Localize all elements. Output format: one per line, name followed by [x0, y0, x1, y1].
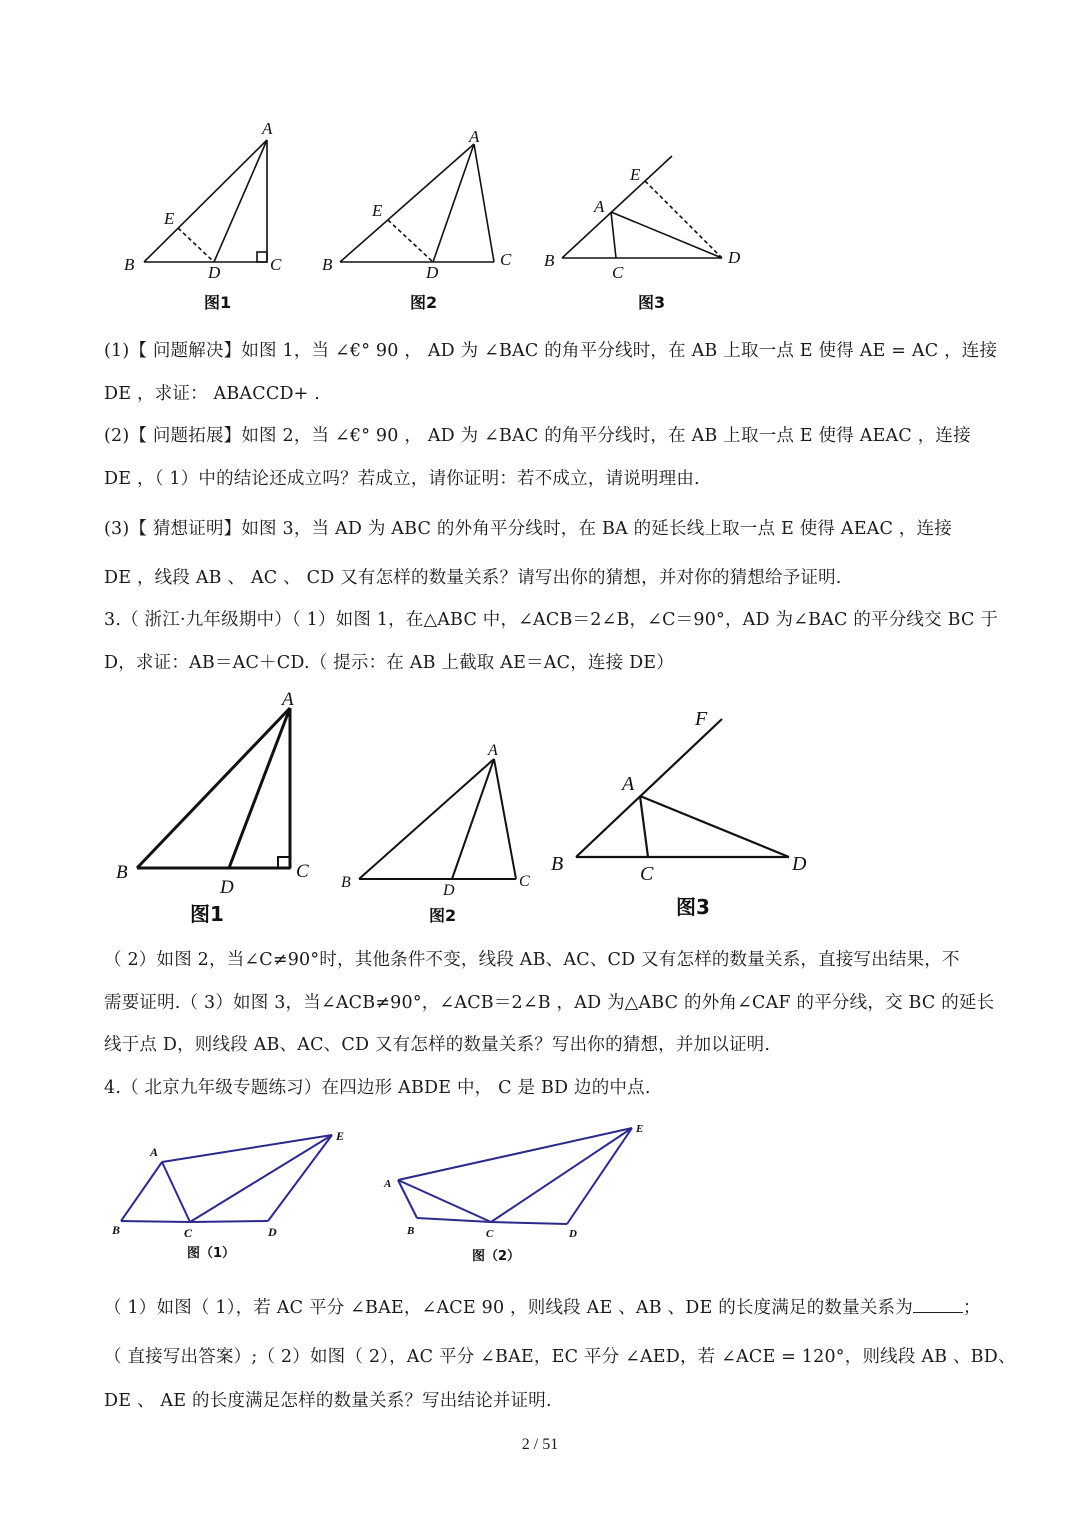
label-b: B: [116, 862, 128, 883]
segment-ad: [214, 140, 267, 262]
figure-mid-2: [335, 735, 545, 930]
problem2-line-4: DE ，（ 1）中的结论还成立吗？若成立，请你证明：若不成立，请说明理由.: [104, 469, 700, 489]
right-angle-mark: [257, 252, 267, 262]
segment-de: [268, 1135, 332, 1221]
label-b: B: [322, 255, 333, 274]
segment-ad: [611, 212, 722, 258]
segment-ac: [162, 1162, 190, 1222]
problem3-line-5: 线于点 D，则线段 AB、AC、CD 又有怎样的数量关系？写出你的猜想，并加以证明.: [104, 1035, 771, 1055]
segment-bc: [121, 1221, 190, 1222]
label-c: C: [270, 255, 282, 274]
segment-ad: [640, 796, 789, 857]
right-angle-mark: [278, 857, 290, 868]
problem3-line-2: D，求证：AB＝AC＋CD.（ 提示：在 AB 上截取 AE＝AC，连接 DE）: [104, 653, 674, 673]
label-d: D: [792, 853, 807, 875]
segment-ae: [162, 1135, 332, 1162]
label-e: E: [372, 201, 383, 220]
label-b: B: [124, 255, 135, 274]
label-a: A: [282, 689, 294, 710]
segment-cd: [190, 1221, 268, 1222]
label-c: C: [640, 863, 654, 885]
problem3-line-4: 需要证明.（ 3）如图 3，当∠ACB≠90°，∠ACB＝2∠B ，AD 为△ABC 的外角∠CAF 的平分线，交 BC 的延长: [104, 993, 995, 1013]
label-a: A: [622, 773, 635, 795]
segment-bc: [417, 1218, 491, 1222]
figure-mid-3: [548, 700, 828, 925]
label-e: E: [336, 1129, 345, 1143]
label-e: E: [636, 1123, 644, 1135]
segment-ed: [178, 228, 214, 262]
problem2-line-1: (1)【 问题解决】如图 1，当 ∠€° 90 ， AD 为 ∠BAC 的角平分线时，在 AB 上取一点 E 使得 AE = AC ，连接: [104, 341, 998, 361]
label-d: D: [426, 263, 439, 282]
label-b: B: [407, 1225, 415, 1237]
figure-caption: 图2: [429, 906, 457, 925]
figure-caption: 图1: [190, 902, 224, 926]
problem4-line-2: （ 直接写出答案）;（ 2）如图（ 2），AC 平分 ∠BAE，EC 平分 ∠AED，若 ∠ACE = 120°，则线段 AB 、BD、: [104, 1347, 1016, 1367]
figure-caption: 图（2）: [472, 1249, 521, 1264]
problem4-line-3: DE 、 AE 的长度满足怎样的数量关系？写出结论并证明.: [104, 1391, 552, 1411]
segment-ad: [229, 708, 290, 868]
problem3-line-3: （ 2）如图 2，当∠C≠90°时，其他条件不变，线段 AB、AC、CD 又有怎样的数量关系，直接写出结果，不: [104, 950, 960, 970]
label-c: C: [184, 1226, 193, 1240]
label-a: A: [384, 1178, 392, 1190]
label-c: C: [486, 1228, 494, 1240]
segment-ac: [474, 144, 494, 262]
problem2-line-3: (2)【 问题拓展】如图 2，当 ∠€° 90 ， AD 为 ∠BAC 的角平分线时，在 AB 上取一点 E 使得 AEAC ，连接: [104, 426, 971, 446]
segment-ac: [640, 796, 648, 857]
segment-ce: [190, 1135, 332, 1222]
figure-bottom-1: [105, 1120, 365, 1270]
figure-caption: 图3: [638, 293, 666, 312]
label-d: D: [728, 248, 741, 267]
problem2-line-2: DE ，求证： ABACCD+ .: [104, 384, 321, 404]
segment-ac: [611, 212, 616, 258]
page-number: 2 / 51: [521, 1436, 559, 1453]
label-a: A: [262, 119, 273, 138]
label-e: E: [164, 209, 175, 228]
label-a: A: [594, 197, 605, 216]
label-b: B: [341, 874, 351, 891]
label-d: D: [208, 263, 221, 282]
label-b: B: [551, 853, 564, 875]
ray-bf: [576, 719, 722, 857]
label-a: A: [469, 127, 480, 146]
figure-caption: 图（1）: [187, 1246, 236, 1261]
figure-mid-1: [110, 685, 330, 930]
figure-caption: 图3: [676, 895, 710, 919]
segment-ac: [398, 1180, 491, 1222]
label-f: F: [695, 708, 708, 730]
figure-top-2: [318, 110, 528, 320]
segment-ed: [388, 220, 433, 262]
problem4-line-1: [104, 1294, 981, 1320]
segment-ba: [144, 140, 267, 262]
label-d: D: [443, 882, 455, 899]
label-b: B: [112, 1223, 121, 1237]
problem4-title: 4.（ 北京九年级专题练习）在四边形 ABDE 中， C 是 BD 边的中点.: [104, 1078, 651, 1098]
label-e: E: [630, 165, 641, 184]
label-a: A: [488, 742, 498, 759]
segment-ae: [398, 1128, 632, 1180]
label-a: A: [150, 1145, 159, 1159]
problem2-line-5: (3)【 猜想证明】如图 3，当 AD 为 ABC 的外角平分线时，在 BA 的延长线上取一点 E 使得 AEAC ，连接: [104, 519, 952, 539]
figure-caption: 图1: [204, 293, 232, 312]
label-c: C: [612, 263, 624, 282]
label-c: C: [500, 250, 512, 269]
problem3-line-1: 3.（ 浙江·九年级期中）（ 1）如图 1，在△ABC 中，∠ACB＝2∠B，∠C＝90°，AD 为∠BAC 的平分线交 BC 于: [104, 610, 999, 630]
answer-blank: [913, 1294, 963, 1313]
segment-ed: [645, 181, 722, 258]
label-d: D: [220, 877, 234, 898]
figure-top-3: [540, 150, 760, 320]
label-d: D: [268, 1225, 277, 1239]
figure-top-1: [110, 110, 310, 320]
segment-ac: [494, 759, 516, 879]
problem4-line-1-end: ；: [962, 1298, 981, 1318]
figure-caption: 图2: [410, 293, 438, 312]
problem2-line-6: DE ，线段 AB 、 AC 、 CD 又有怎样的数量关系？请写出你的猜想，并对你的猜想给予证明.: [104, 568, 842, 588]
segment-cd: [491, 1222, 567, 1224]
label-d: D: [569, 1228, 577, 1240]
ray-be: [562, 156, 672, 258]
label-c: C: [296, 861, 309, 882]
segment-ab: [398, 1180, 417, 1218]
segment-ab: [121, 1162, 162, 1221]
problem4-line-1-text: （ 1）如图（ 1），若 AC 平分 ∠BAE，∠ACE 90 ，则线段 AE 、AB 、DE 的长度满足的数量关系为: [104, 1298, 913, 1318]
segment-ce: [491, 1128, 632, 1222]
segment-ba: [137, 708, 290, 868]
segment-de: [567, 1128, 632, 1224]
label-c: C: [519, 873, 530, 890]
label-b: B: [544, 251, 555, 270]
figure-bottom-2: [378, 1115, 658, 1270]
